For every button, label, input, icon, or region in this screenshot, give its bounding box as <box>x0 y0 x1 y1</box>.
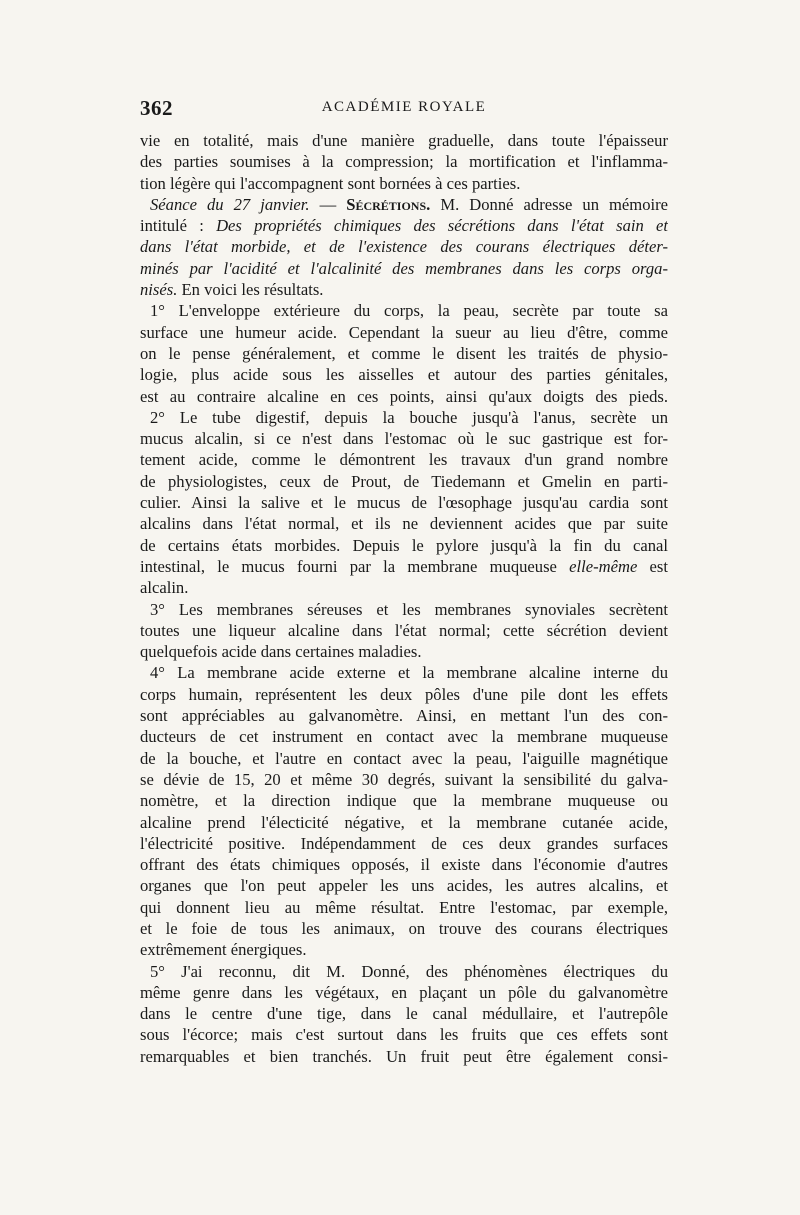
running-title: ACADÉMIE ROYALE <box>321 99 487 115</box>
text-line: culier. Ainsi la salive et le mucus de l'œsophage jusqu'au cardia sont <box>140 493 668 513</box>
text-line: et le foie de tous les animaux, on trouve des courans électriques <box>140 918 668 938</box>
text-line: quelquefois acide dans certaines maladies. <box>140 642 422 662</box>
text-line: tement acide, comme le démontrent les travaux d'un grand nombre <box>140 450 668 470</box>
text-line: qui donnent lieu au même résultat. Entre l'estomac, par exemple, <box>140 897 668 917</box>
text-line: surface une humeur acide. Cependant la sueur au lieu d'être, comme <box>140 322 668 342</box>
text-line: alcalin. <box>140 578 189 598</box>
text-line: se dévie de 15, 20 et même 30 degrés, suivant la sensibilité du galva- <box>140 769 668 789</box>
text-line: tion légère qui l'accompagnent sont bornées à ces parties. <box>140 173 521 193</box>
text-line: de la bouche, et l'autre en contact avec la peau, l'aiguille magnétique <box>140 748 668 768</box>
text-line: toutes une liqueur alcaline dans l'état normal; cette sécrétion devient <box>140 620 668 640</box>
text-line: corps humain, représentent les deux pôles d'une pile dont les effets <box>140 684 668 704</box>
text-line: ducteurs de cet instrument en contact avec la membrane muqueuse <box>140 727 668 747</box>
text-line: l'électricité positive. Indépendamment de ces deux grandes surfaces <box>140 833 668 853</box>
text-line: nisés. En voici les résultats. <box>140 280 324 300</box>
paragraph-3-line: 3° Les membranes séreuses et les membranes synoviales secrètent <box>150 599 668 619</box>
text-line: offrant des états chimiques opposés, il existe dans l'économie d'autres <box>140 855 668 875</box>
text-line: remarquables et bien tranchés. Un fruit peut être également consi- <box>140 1046 668 1066</box>
text-line: dans le centre d'une tige, dans le canal médullaire, et l'autrepôle <box>140 1004 668 1024</box>
text-line: mucus alcalin, si ce n'est dans l'estomac où le suc gastrique est for- <box>140 429 668 449</box>
text-line: intestinal, le mucus fourni par la membrane muqueuse elle-même est <box>140 556 668 576</box>
section-title: Sécrétions. <box>346 194 431 214</box>
text-line: organes que l'on peut appeler les uns acides, les autres alcalins, et <box>140 876 668 896</box>
text-line: on le pense généralement, et comme le disent les traités de physio- <box>140 343 668 363</box>
text-line: de certains états morbides. Depuis le pylore jusqu'à la fin du canal <box>140 535 668 555</box>
text-line: alcaline prend l'électicité négative, et la membrane cutanée acide, <box>140 812 668 832</box>
page-header <box>140 96 668 124</box>
memoir-title: Des propriétés chimiques des sécrétions dans l'état sain et <box>216 216 668 236</box>
text-line: intitulé : Des propriétés chimiques des sécrétions dans l'état sain et <box>140 216 668 236</box>
page-number: 362 <box>140 96 173 120</box>
paragraph-5-line: 5° J'ai reconnu, dit M. Donné, des phénomènes électriques du <box>150 961 668 981</box>
text-line: sous l'écorce; mais c'est surtout dans les fruits que ces effets sont <box>140 1025 668 1045</box>
text-line: même genre dans les végétaux, en plaçant un pôle du galvanomètre <box>140 982 668 1002</box>
text-line: logie, plus acide sous les aisselles et autour des parties génitales, <box>140 365 668 385</box>
paragraph-4-line: 4° La membrane acide externe et la membrane alcaline interne du <box>150 663 668 683</box>
text-line: nomètre, et la direction indique que la membrane muqueuse ou <box>140 791 668 811</box>
text-line: vie en totalité, mais d'une manière graduelle, dans toute l'épaisseur <box>140 131 668 150</box>
session-date: Séance du 27 janvier. <box>150 194 310 214</box>
session-heading-line: Séance du 27 janvier. — Sécrétions. M. Donné adresse un mémoire <box>150 194 668 214</box>
text-line: des parties soumises à la compression; la mortification et l'inflamma- <box>140 152 668 172</box>
text-line: est au contraire alcaline en ces points, ainsi qu'aux doigts des pieds. <box>140 386 668 406</box>
memoir-title: nisés. <box>140 280 178 300</box>
text-line: sont appréciables au galvanomètre. Ainsi, en mettant l'un des con- <box>140 706 668 726</box>
text-line: extrêmement énergiques. <box>140 940 307 960</box>
memoir-title-line: dans l'état morbide, et de l'existence des courans électriques déter- <box>140 237 668 257</box>
text-line: alcalins dans l'état normal, et ils ne deviennent acides que par suite <box>140 514 668 534</box>
memoir-title-line: minés par l'acidité et l'alcalinité des membranes dans les corps orga- <box>140 258 668 278</box>
paragraph-1-line: 1° L'enveloppe extérieure du corps, la peau, secrète par toute sa <box>150 301 668 321</box>
paragraph-2-line: 2° Le tube digestif, depuis la bouche jusqu'à l'anus, secrète un <box>150 407 668 427</box>
text-line: de physiologistes, ceux de Prout, de Tiedemann et Gmelin en parti- <box>140 471 668 491</box>
body-text <box>140 130 668 1067</box>
